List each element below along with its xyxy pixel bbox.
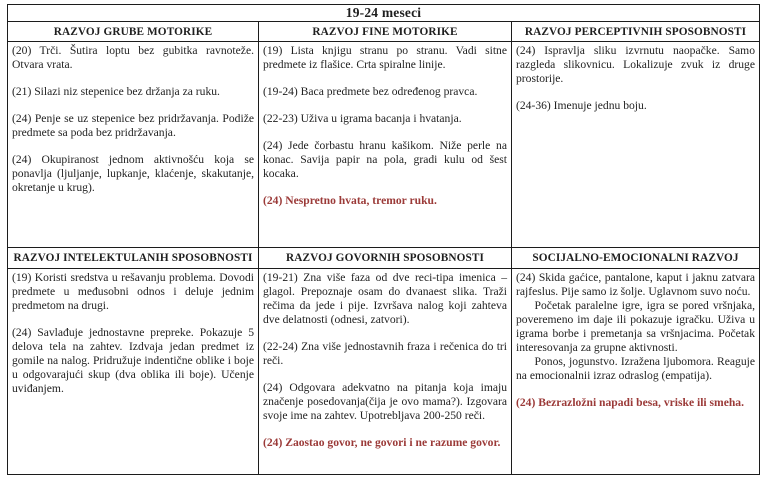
header-intellectual: RAZVOJ INTELEKTULANIH SPOSOBNOSTI (8, 248, 259, 269)
alert-paragraph: (24) Bezrazložni napadi besa, vriske ili smeha. (516, 396, 745, 409)
milestone-paragraph: (22-24) Zna više jednostavnih fraza i rečenica do tri reči. (263, 340, 507, 367)
milestone-paragraph: (20) Trči. Šutira loptu bez gubitka ravnoteže. Otvara vrata. (12, 44, 254, 71)
cell-fine-motor (259, 42, 512, 248)
cell-intellectual (8, 269, 259, 474)
header-gross-motor: RAZVOJ GRUBE MOTORIKE (8, 22, 259, 42)
alert-paragraph: (24) Nespretno hvata, tremor ruku. (263, 194, 437, 207)
table-title: 19-24 meseci (8, 5, 759, 22)
milestones-table (7, 4, 760, 475)
milestone-paragraph: (19) Koristi sredstva u rešavanju problema. Dovodi predmete u međusobni odnos i deluje jednim predmetom na drugi. (12, 271, 254, 312)
header-perceptual: RAZVOJ PERCEPTIVNIH SPOSOBNOSTI (512, 22, 759, 42)
header-social-emotional: SOCIJALNO-EMOCIONALNI RAZVOJ (512, 248, 759, 269)
alert-paragraph: (24) Zaostao govor, ne govori i ne razume govor. (263, 436, 501, 449)
cell-perceptual (512, 42, 759, 248)
milestone-paragraph: (24) Okupiranost jednom aktivnošću koja se ponavlja (ljuljanje, lupkanje, klaćenje, skakutanje, okretanje u krug). (12, 153, 254, 194)
milestone-paragraph: (24) Odgovara adekvatno na pitanja koja imaju značenje posedovanja(čija je ovo mama?). Izgovara svoje ime na zahtev. Upotrebljava 200-250 reči. (263, 381, 507, 422)
milestone-paragraph: Ponos, jogunstvo. Izražena ljubomora. Reaguje na emocionalnii izraz odraslog (empatija). (516, 355, 755, 382)
cell-social-emotional (512, 269, 759, 474)
cell-speech (259, 269, 512, 474)
milestone-paragraph: (22-23) Uživa u igrama bacanja i hvatanja. (263, 112, 462, 125)
header-fine-motor: RAZVOJ FINE MOTORIKE (259, 22, 512, 42)
milestone-paragraph: (24) Savlađuje jednostavne prepreke. Pokazuje 5 delova tela na zahtev. Izdvaja jedan predmet iz gomile na nalog. Pridružuje indentične oblike i boje u odgovarajući skup (dva oblika ili boje). Učenje uviđanjem. (12, 326, 254, 395)
header-speech: RAZVOJ GOVORNIH SPOSOBNOSTI (259, 248, 512, 269)
milestone-paragraph: (19-24) Baca predmete bez određenog pravca. (263, 85, 478, 98)
milestone-paragraph: (24) Penje se uz stepenice bez pridržavanja. Podiže predmete sa poda bez pridržavanja. (12, 112, 254, 139)
milestone-paragraph: (24) Jede čorbastu hranu kašikom. Niže perle na konac. Savija papir na pola, gradi kulu od šest kocaka. (263, 139, 507, 180)
milestone-paragraph: (19) Lista knjigu stranu po stranu. Vadi sitne predmete iz flašice. Crta spiralne linije. (263, 44, 507, 71)
milestone-paragraph: (19-21) Zna više faza od dve reci-tipa imenica – glagol. Prepoznaje osam do dvanaest slika. Traži rečima da jede i pije. Izvršava nalog koji zahteva dve delatnosti (odnesi, zatvori). (263, 271, 507, 326)
milestone-paragraph: (21) Silazi niz stepenice bez držanja za ruku. (12, 85, 220, 98)
cell-gross-motor (8, 42, 259, 248)
milestone-paragraph: (24-36) Imenuje jednu boju. (516, 99, 647, 112)
milestone-paragraph: (24) Skida gaćice, pantalone, kaput i jaknu zatvara rajfeslus. Pije samo iz šolje. Uglavnom suvo noću. (516, 271, 755, 298)
milestone-paragraph: Početak paralelne igre, igra se pored vršnjaka, poveremeno im daje ili pokazuje igračku. Uživa u igrama borbe i premetanja sa vršnjacima. Početak interesovanja za grupne aktivnosti. (516, 299, 755, 354)
milestone-paragraph: (24) Ispravlja sliku izvrnutu naopačke. Samo razgleda slikovnicu. Lokalizuje zvuk iz druge prostorije. (516, 44, 755, 85)
